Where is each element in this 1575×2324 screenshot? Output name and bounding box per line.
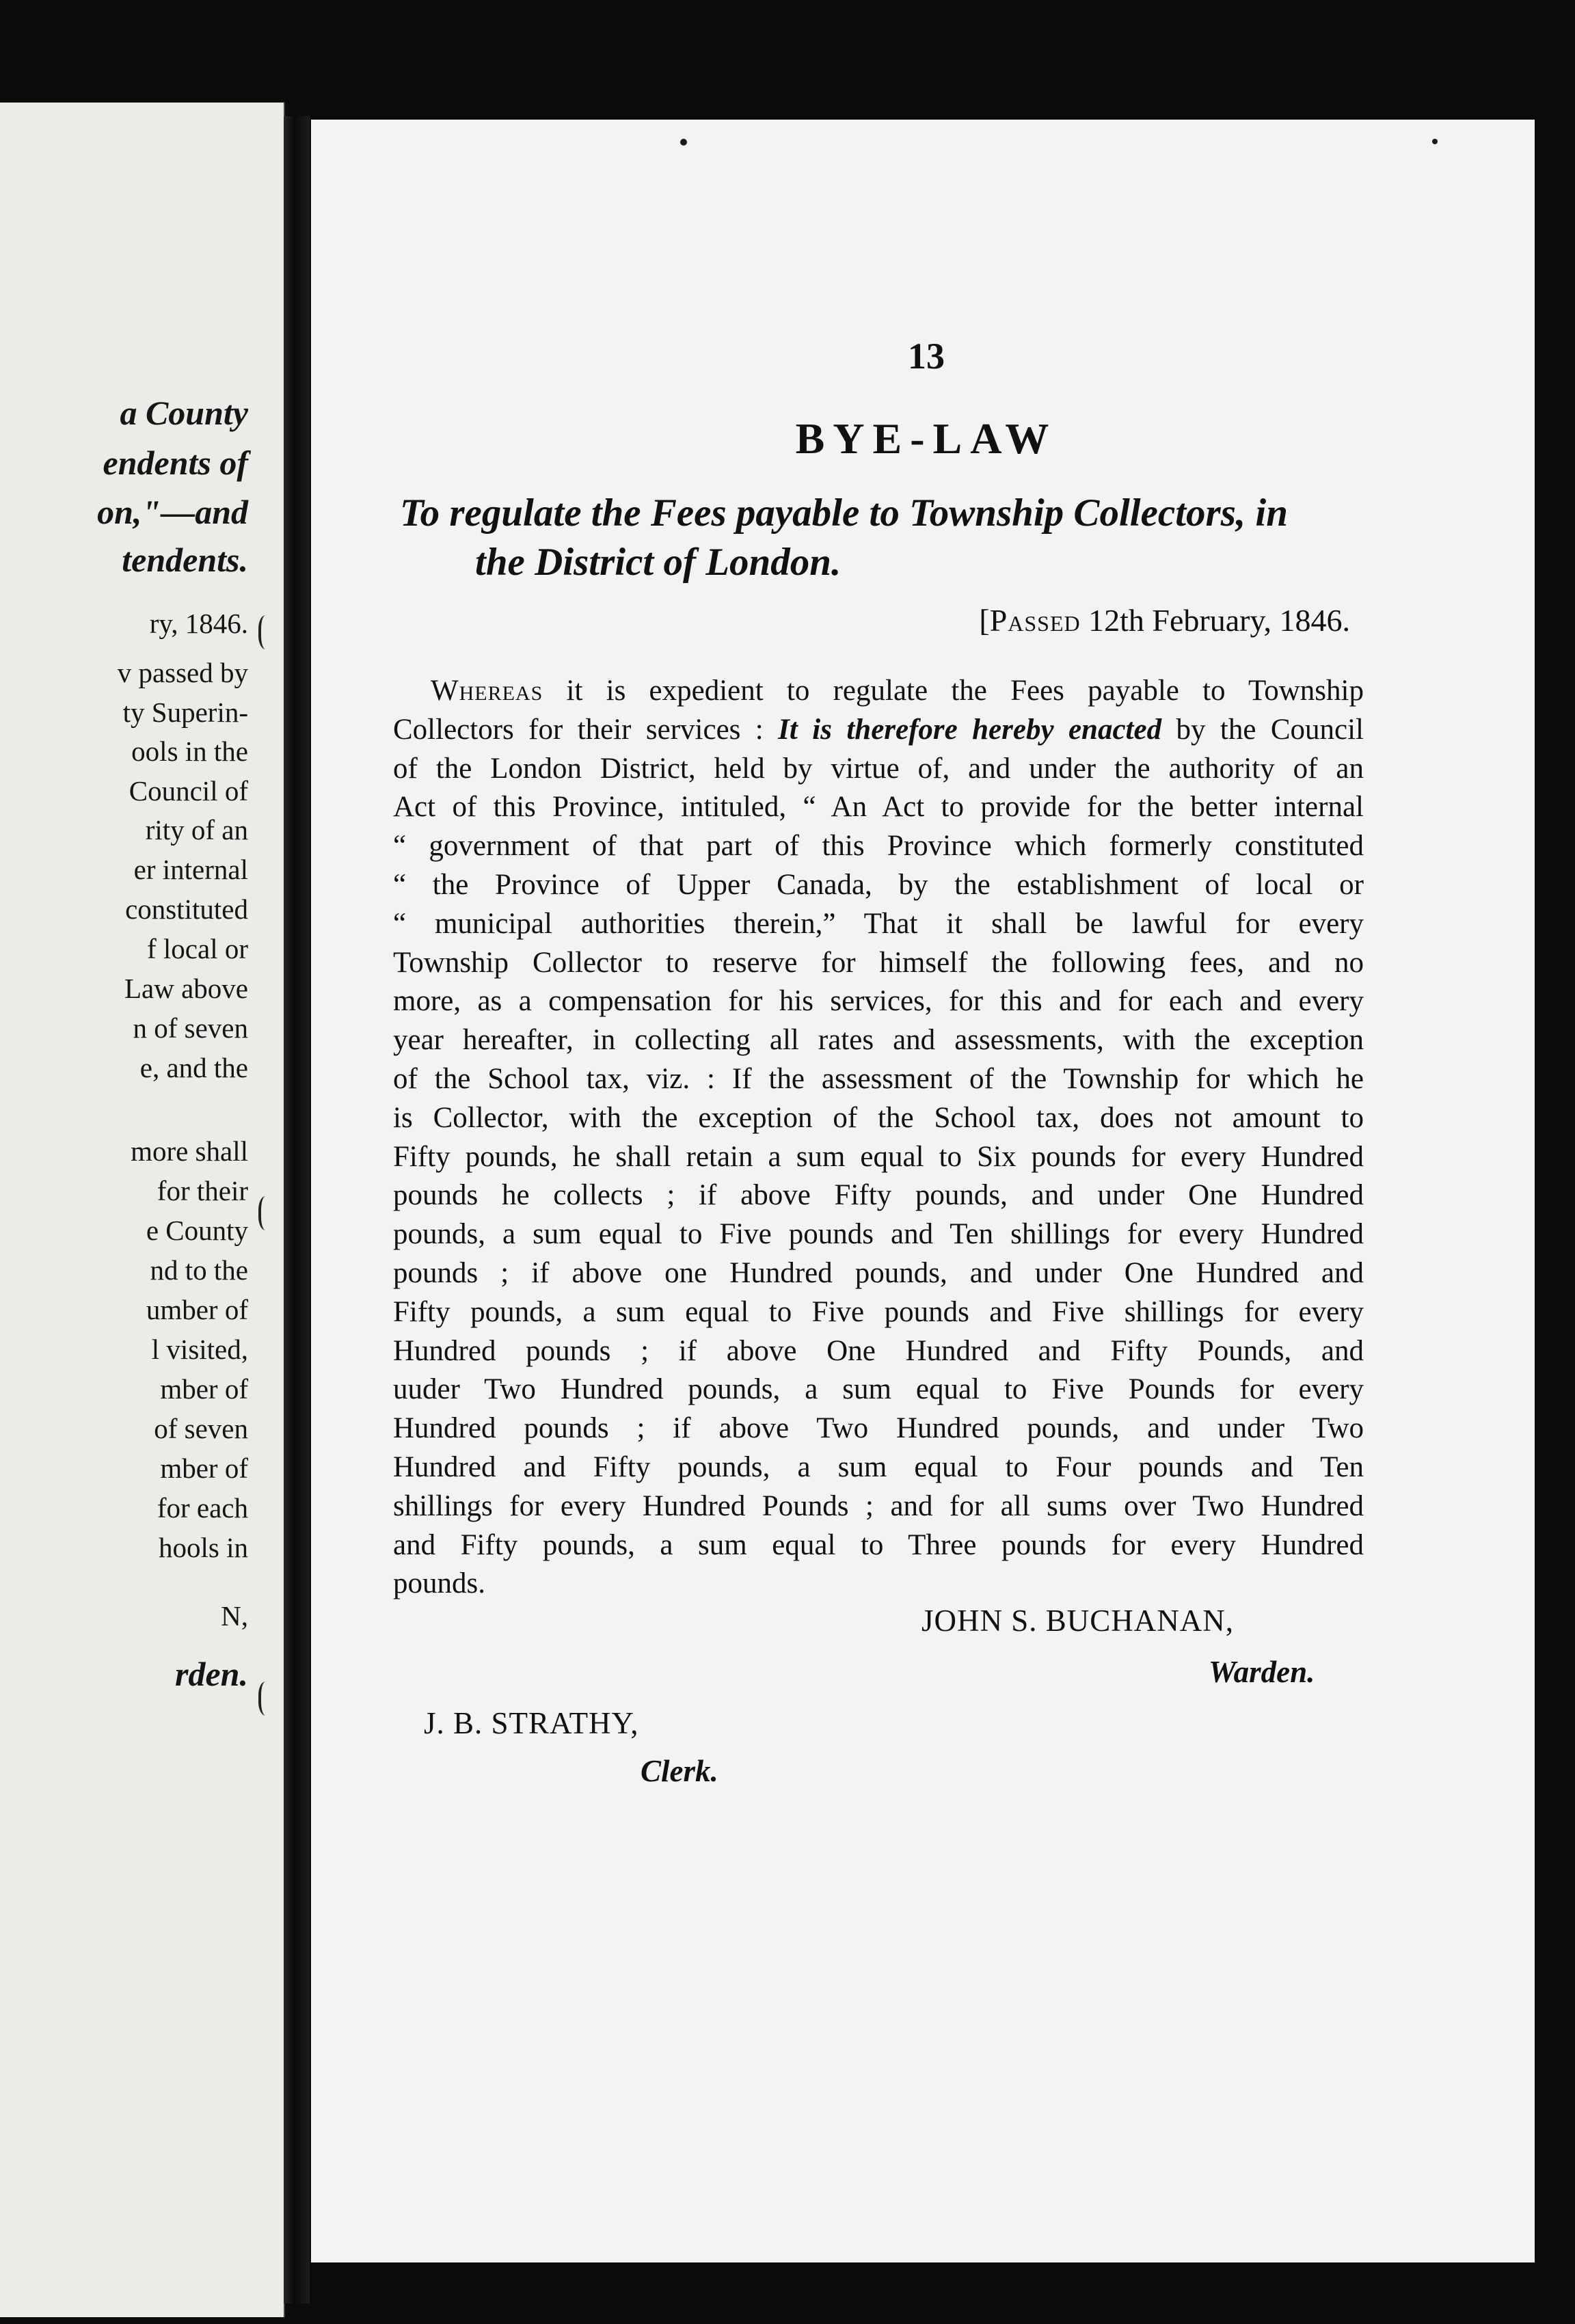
left-page-line: n of seven <box>133 1012 248 1044</box>
body-line: Hundred pounds ; if above Two Hundred pounds, and under Two <box>393 1412 1364 1445</box>
body-line: of the School tax, viz. : If the assessment of the Township for which he <box>393 1062 1364 1095</box>
document-page <box>311 120 1535 2262</box>
binding-thread <box>258 615 276 649</box>
left-page-line: N, <box>221 1600 248 1632</box>
left-page-line: er internal <box>133 854 248 885</box>
body-line: Township Collector to reserve for himself the following fees, and no <box>393 946 1364 979</box>
bylaw-body-text <box>393 672 1364 1604</box>
left-page-line: nd to the <box>150 1254 248 1286</box>
passed-bracket: [ <box>979 603 990 638</box>
clerk-title: Clerk. <box>641 1754 718 1788</box>
paper-speck <box>1432 139 1438 144</box>
left-page-line: Council of <box>129 775 248 807</box>
left-page-line: constituted <box>125 893 248 925</box>
body-line: shillings for every Hundred Pounds ; and for all sums over Two Hundred <box>393 1489 1364 1522</box>
subtitle-line-1: To regulate the Fees payable to Township Collectors, in <box>400 491 1288 535</box>
left-page-line: umber of <box>146 1294 248 1325</box>
body-line: Whereas it is expedient to regulate the Fees payable to Township <box>431 675 1364 707</box>
clerk-name: J. B. STRATHY, <box>424 1706 639 1740</box>
body-line: Hundred and Fifty pounds, a sum equal to Four pounds and Ten <box>393 1450 1364 1483</box>
left-page-line: for each <box>157 1492 248 1524</box>
body-line: Hundred pounds ; if above One Hundred and Fifty Pounds, and <box>393 1334 1364 1367</box>
body-line: pounds. <box>393 1567 485 1600</box>
page-number: 13 <box>908 336 945 377</box>
left-page-line: rity of an <box>145 814 248 846</box>
left-page-line: rden. <box>175 1655 248 1693</box>
warden-name: JOHN S. BUCHANAN, <box>921 1604 1235 1638</box>
left-page-line: more shall <box>131 1135 248 1167</box>
body-line: of the London District, held by virtue of, and under the authority of an <box>393 752 1364 785</box>
subtitle-line-2: the District of London. <box>475 541 842 584</box>
bylaw-subtitle <box>400 489 1398 587</box>
bylaw-title: BYE-LAW <box>795 414 1058 463</box>
left-page-line: e County <box>146 1215 248 1246</box>
body-line: Fifty pounds, he shall retain a sum equal to Six pounds for every Hundred <box>393 1140 1364 1173</box>
left-page-line: a County <box>120 394 248 432</box>
left-page-line: ry, 1846. <box>149 608 248 639</box>
binding-thread <box>258 1681 276 1716</box>
body-line: “ municipal authorities therein,” That it shall be lawful for every <box>393 907 1364 940</box>
left-page-line: of seven <box>154 1413 248 1444</box>
left-page-line: e, and the <box>139 1052 248 1083</box>
passed-date: 12th February, 1846. <box>1080 603 1350 638</box>
body-line: pounds, a sum equal to Five pounds and Ten shillings for every Hundred <box>393 1218 1364 1251</box>
body-line: Collectors for their services : It is therefore hereby enacted by the Council <box>393 713 1364 746</box>
left-page-line: mber of <box>160 1452 248 1484</box>
body-line: “ the Province of Upper Canada, by the establishment of local or <box>393 868 1364 901</box>
left-page-line: Law above <box>124 973 248 1004</box>
left-facing-page <box>0 103 285 2317</box>
left-page-line: f local or <box>147 933 248 964</box>
left-page-line: ty Superin- <box>122 697 248 728</box>
body-line: Fifty pounds, a sum equal to Five pounds and Five shillings for every <box>393 1295 1364 1328</box>
left-page-line: ools in the <box>131 735 248 767</box>
passed-label: Passed <box>989 603 1081 638</box>
body-line: uuder Two Hundred pounds, a sum equal to Five Pounds for every <box>393 1373 1364 1406</box>
left-page-line: endents of <box>103 444 248 482</box>
body-line: pounds he collects ; if above Fifty pounds, and under One Hundred <box>393 1179 1364 1212</box>
body-line: year hereafter, in collecting all rates and assessments, with the exception <box>393 1024 1364 1057</box>
book-gutter <box>284 116 310 2303</box>
left-page-line: mber of <box>160 1373 248 1405</box>
left-page-line: v passed by <box>117 657 248 688</box>
body-line: and Fifty pounds, a sum equal to Three pounds for every Hundred <box>393 1528 1364 1561</box>
body-line: Act of this Province, intituled, “ An Act to provide for the better internal <box>393 791 1364 824</box>
warden-title: Warden. <box>1209 1655 1315 1689</box>
body-line: is Collector, with the exception of the School tax, does not amount to <box>393 1101 1364 1134</box>
left-page-line: tendents. <box>122 541 248 579</box>
body-line: more, as a compensation for his services, for this and for each and every <box>393 985 1364 1018</box>
binding-thread <box>258 1196 276 1230</box>
left-page-line: l visited, <box>151 1334 248 1365</box>
passed-date-line <box>913 602 1350 638</box>
body-line: “ government of that part of this Province which formerly constituted <box>393 830 1364 863</box>
left-page-line: hools in <box>159 1532 248 1563</box>
paper-speck <box>680 139 687 146</box>
left-page-line: on,"—and <box>97 493 248 531</box>
left-page-line: for their <box>157 1175 248 1206</box>
body-line: pounds ; if above one Hundred pounds, and under One Hundred and <box>393 1256 1364 1289</box>
